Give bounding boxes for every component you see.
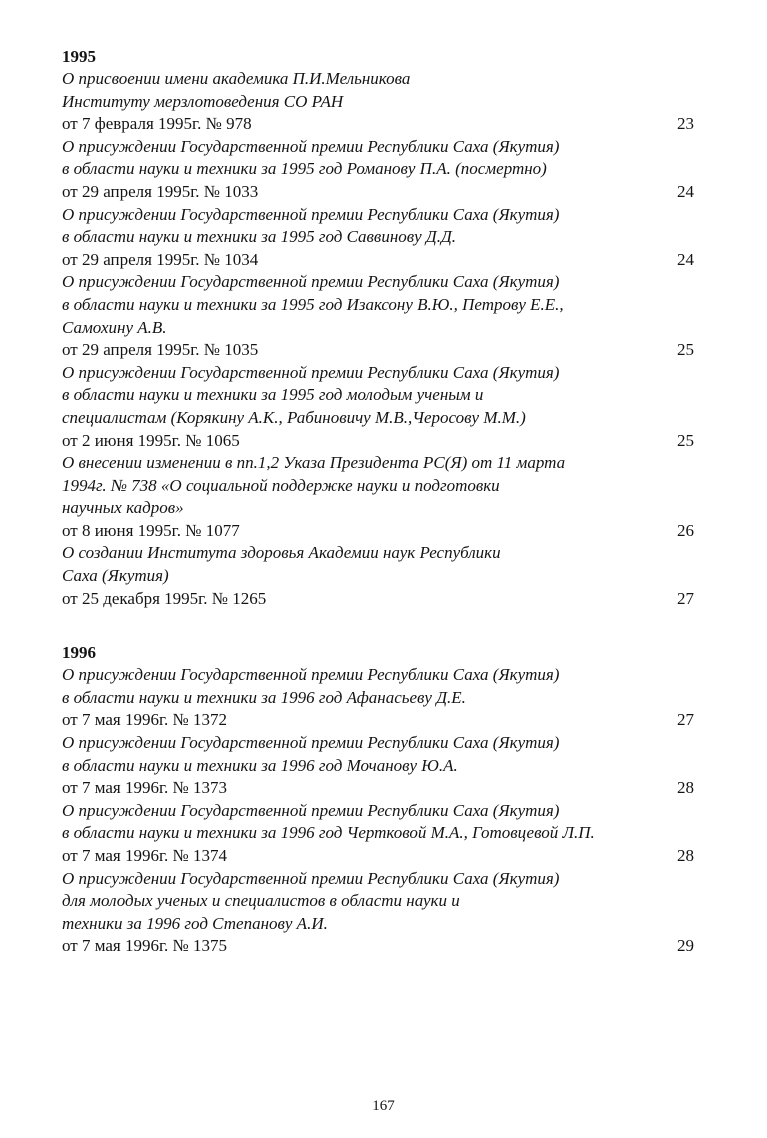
decree-title-line: в области науки и техники за 1995 год Саввинову Д.Д. — [62, 227, 457, 247]
decree-title-line: для молодых ученых и специалистов в области науки и — [62, 891, 460, 911]
decree-title-line: в области науки и техники за 1996 год Мочанову Ю.А. — [62, 755, 458, 775]
decree-title — [62, 271, 694, 339]
decree-entry — [62, 542, 694, 610]
decree-page-ref: 24 — [677, 249, 694, 269]
decree-title-line: Самохину А.В. — [62, 317, 167, 337]
decree-page-ref: 28 — [677, 778, 694, 798]
year-heading: 1995 — [62, 47, 96, 66]
decree-meta — [62, 588, 694, 611]
decree-page-ref: 29 — [677, 936, 694, 956]
decree-page-ref: 24 — [677, 181, 694, 201]
decree-title-line: в области науки и техники за 1995 год Изаксону В.Ю., Петрову Е.Е., — [62, 294, 564, 314]
decree-meta — [62, 181, 694, 204]
decree-entry — [62, 271, 694, 361]
decree-entry — [62, 362, 694, 452]
decree-date: от 8 июня 1995г. № 1077 — [62, 520, 240, 540]
decree-title-line: О присуждении Государственной премии Республики Саха (Якутия) — [62, 800, 560, 820]
decree-title — [62, 800, 694, 845]
decree-title — [62, 664, 694, 709]
document-page — [62, 46, 694, 958]
decree-title — [62, 542, 694, 587]
decree-title-line: Институту мерзлотоведения СО РАН — [62, 91, 344, 111]
decree-date: от 29 апреля 1995г. № 1034 — [62, 249, 259, 269]
decree-page-ref: 23 — [677, 114, 694, 134]
decree-title-line: в области науки и техники за 1995 год Романову П.А. (посмертно) — [62, 159, 547, 179]
decree-title-line: О внесении изменении в пп.1,2 Указа Президента РС(Я) от 11 марта — [62, 453, 566, 473]
decree-entry — [62, 452, 694, 542]
decree-page-ref: 25 — [677, 340, 694, 360]
decree-entry — [62, 732, 694, 800]
decree-entry — [62, 136, 694, 204]
decree-date: от 29 апреля 1995г. № 1033 — [62, 181, 259, 201]
year-heading: 1996 — [62, 643, 96, 663]
decree-title — [62, 204, 694, 249]
decree-title-line: О присуждении Государственной премии Республики Саха (Якутия) — [62, 136, 560, 156]
decree-date: от 29 апреля 1995г. № 1035 — [62, 340, 259, 360]
decree-meta — [62, 339, 694, 362]
decree-title-line: научных кадров» — [62, 498, 184, 518]
decree-meta — [62, 430, 694, 453]
decree-title — [62, 68, 694, 113]
decree-title-line: О присвоении имени академика П.И.Мельникова — [62, 69, 411, 88]
decree-date: от 25 декабря 1995г. № 1265 — [62, 588, 267, 608]
decree-page-ref: 26 — [677, 520, 694, 540]
decree-page-ref: 25 — [677, 430, 694, 450]
decree-title-line: 1994г. № 738 «О социальной поддержке науки и подготовки — [62, 475, 500, 495]
decree-entry — [62, 800, 694, 868]
decree-title-line: О присуждении Государственной премии Республики Саха (Якутия) — [62, 733, 560, 753]
decree-title-line: в области науки и техники за 1996 год Чертковой М.А., Готовцевой Л.П. — [62, 823, 595, 843]
decree-date: от 2 июня 1995г. № 1065 — [62, 430, 240, 450]
decree-title-line: О присуждении Государственной премии Республики Саха (Якутия) — [62, 362, 560, 382]
decree-title-line: в области науки и техники за 1995 год молодым ученым и — [62, 385, 484, 405]
decree-title-line: О присуждении Государственной премии Республики Саха (Якутия) — [62, 868, 560, 888]
decree-meta — [62, 777, 694, 800]
decree-entry — [62, 204, 694, 272]
decree-page-ref: 27 — [677, 588, 694, 608]
decree-entry — [62, 868, 694, 958]
decree-title — [62, 732, 694, 777]
decree-date: от 7 мая 1996г. № 1375 — [62, 936, 227, 956]
decree-meta — [62, 845, 694, 868]
decree-title-line: О присуждении Государственной премии Республики Саха (Якутия) — [62, 665, 560, 685]
decree-meta — [62, 935, 694, 958]
decree-meta — [62, 709, 694, 732]
decree-date: от 7 мая 1996г. № 1372 — [62, 710, 227, 730]
decree-title-line: специалистам (Корякину А.К., Рабиновичу М.В.,Черосову М.М.) — [62, 407, 526, 427]
decree-title — [62, 452, 694, 520]
decree-title-line: О создании Института здоровья Академии наук Республики — [62, 543, 501, 563]
decree-page-ref: 27 — [677, 710, 694, 730]
decree-title — [62, 868, 694, 936]
decree-title-line: Саха (Якутия) — [62, 566, 169, 586]
decree-entry — [62, 68, 694, 136]
decree-title-line: техники за 1996 год Степанову А.И. — [62, 913, 328, 933]
decree-title — [62, 136, 694, 181]
page-number: 167 — [372, 1098, 395, 1114]
decree-title-line: в области науки и техники за 1996 год Афанасьеву Д.Е. — [62, 687, 466, 707]
decree-title — [62, 362, 694, 430]
decree-meta — [62, 520, 694, 543]
decree-meta — [62, 249, 694, 272]
decree-date: от 7 мая 1996г. № 1374 — [62, 846, 227, 865]
decree-title-line: О присуждении Государственной премии Республики Саха (Якутия) — [62, 204, 560, 224]
decree-meta — [62, 113, 694, 136]
decree-date: от 7 февраля 1995г. № 978 — [62, 114, 252, 134]
decree-entry — [62, 664, 694, 732]
decree-title-line: О присуждении Государственной премии Республики Саха (Якутия) — [62, 272, 560, 292]
decree-page-ref: 28 — [677, 846, 694, 865]
decree-date: от 7 мая 1996г. № 1373 — [62, 778, 227, 798]
